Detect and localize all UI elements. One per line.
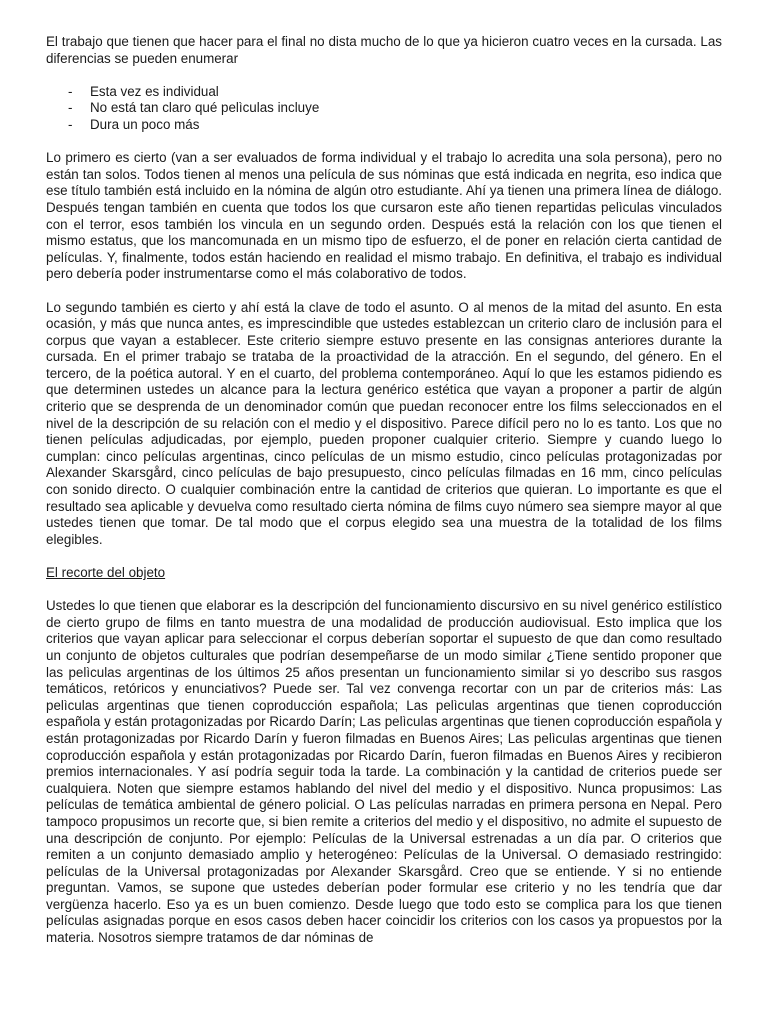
dash-bullet: - [68, 83, 73, 99]
section-heading: El recorte del objeto [46, 565, 166, 580]
list-item-text: Esta vez es individual [90, 83, 219, 99]
paragraph-first-point: Lo primero es cierto (van a ser evaluados de forma individual y el trabajo lo acredita una sola persona), pero no están tan solos. Todos tienen al menos una película de sus nóminas que está indicada en negrita, eso indica que ese título también está incluido en la nómina de algún otro estudiante. Ahí ya tienen una primera línea de diálogo. Después tengan también en cuenta que todos los que cursaron este año tienen repartidas pelìculas vinculados con el terror, esos también los vincula en un segundo orden. Después está la relación con los que tienen el mismo estatus, que los mancomunada en un mismo tipo de esfuerzo, el de poner en relación cierta cantidad de películas. Y, finalmente, todos están haciendo en realidad el mismo trabajo. En definitiva, el trabajo es individual pero debería poder instrumentarse como el más colaborativo de todos. [46, 150, 722, 282]
dash-bullet: - [68, 116, 73, 132]
intro-paragraph: El trabajo que tienen que hacer para el final no dista mucho de lo que ya hicieron cuatro veces en la cursada. Las diferencias se pueden enumerar [46, 34, 722, 66]
spacer [46, 548, 722, 565]
spacer [46, 67, 722, 84]
list-item [46, 84, 722, 101]
list-item [46, 117, 722, 134]
document-page [46, 34, 722, 947]
differences-list [46, 84, 722, 134]
list-item-text: Dura un poco más [90, 116, 200, 132]
paragraph-object-cut: Ustedes lo que tienen que elaborar es la descripción del funcionamiento discursivo en su nivel genérico estilístico de cierto grupo de films en tanto muestra de una modalidad de producción audiovisual. Esto implica que los criterios que vayan aplicar para seleccionar el corpus deberían soportar el supuesto de que dan como resultado un conjunto de objetos culturales que podrían desempeñarse de un modo similar ¿Tiene sentido proponer que las pelìculas argentinas de los últimos 25 años presentan un funcionamiento similar si yo describo sus rasgos temáticos, retóricos y enunciativos? Puede ser. Tal vez convenga recortar con un par de criterios más: Las pelìculas argentinas que tienen coproducción española; Las pelìculas argentinas que tienen coproducción española y están protagonizadas por Ricardo Darín; Las pelìculas argentinas que tienen coproducción española y están protagonizadas por Ricardo Darín y fueron filmadas en Buenos Aires; Las pelìculas argentinas que tienen coproducción española y están protagonizadas por Ricardo Darín, fueron filmadas en Buenos Aires y recibieron premios internacionales. Y así podría seguir toda la tarde. La combinación y la cantidad de criterios puede ser cualquiera. Noten que siempre estamos hablando del nivel del medio y el dispositivo. Nunca propusimos: Las películas de temática ambiental de género policial. O Las películas narradas en primera persona en Nepal. Pero tampoco propusimos un recorte que, si bien remite a criterios del medio y el dispositivo, no admite el supuesto de una descripción de conjunto. Por ejemplo: Películas de la Universal estrenadas a un día par. O criterios que remiten a un conjunto demasiado amplio y heterogéneo: Películas de la Universal. O demasiado restringido: películas de la Universal protagonizadas por Alexander Skarsgård. Creo que se entiende. Y si no entiende preguntan. Vamos, se supone que ustedes deberían poder formular ese criterio y no les tendría que dar vergüenza hacerlo. Eso ya es un buen comienzo. Desde luego que todo esto se complica para los que tienen películas asignadas porque en esos casos deben hacer coincidir los criterios con los casos ya propuestos por la materia. Nosotros siempre tratamos de dar nóminas de [46, 598, 722, 946]
dash-bullet: - [68, 100, 73, 116]
list-item-text: No está tan claro qué pelìculas incluye [90, 100, 320, 116]
paragraph-second-point: Lo segundo también es cierto y ahí está la clave de todo el asunto. O al menos de la mitad del asunto. En esta ocasión, y más que nunca antes, es imprescindible que ustedes establezcan un criterio claro de inclusión para el corpus que vayan a establecer. Este criterio siempre estuvo presente en las consignas anteriores durante la cursada. En el primer trabajo se trataba de la proactividad de la atracción. En el segundo, del género. En el tercero, de la poética autoral. Y en el cuarto, del problema contemporáneo. Aquí lo que les estamos pidiendo es que determinen ustedes un alcance para la lectura genérico estética que vayan a proponer a partir de algún criterio que se desprenda de un denominador común que puedan reconocer entre los films seleccionados en el nivel de la descripción de su relación con el medio y el dispositivo. Parece difícil pero no lo es tanto. Los que no tienen películas adjudicadas, por ejemplo, pueden proponer cualquier criterio. Siempre y cuando luego lo cumplan: cinco películas argentinas, cinco películas de un mismo estudio, cinco películas protagonizadas por Alexander Skarsgård, cinco películas de bajo presupuesto, cinco películas filmadas en 16 mm, cinco películas con sonido directo. O cualquier combinación entre la cantidad de criterios que quieran. Lo importante es que el resultado sea aplicable y devuelva como resultado cierta nómina de films cuyo número sea siempre mayor al que ustedes tienen que tomar. De tal modo que el corpus elegido sea una muestra de la totalidad de los films elegibles. [46, 299, 722, 547]
spacer [46, 134, 722, 151]
spacer [46, 582, 722, 599]
list-item [46, 100, 722, 117]
spacer [46, 283, 722, 300]
